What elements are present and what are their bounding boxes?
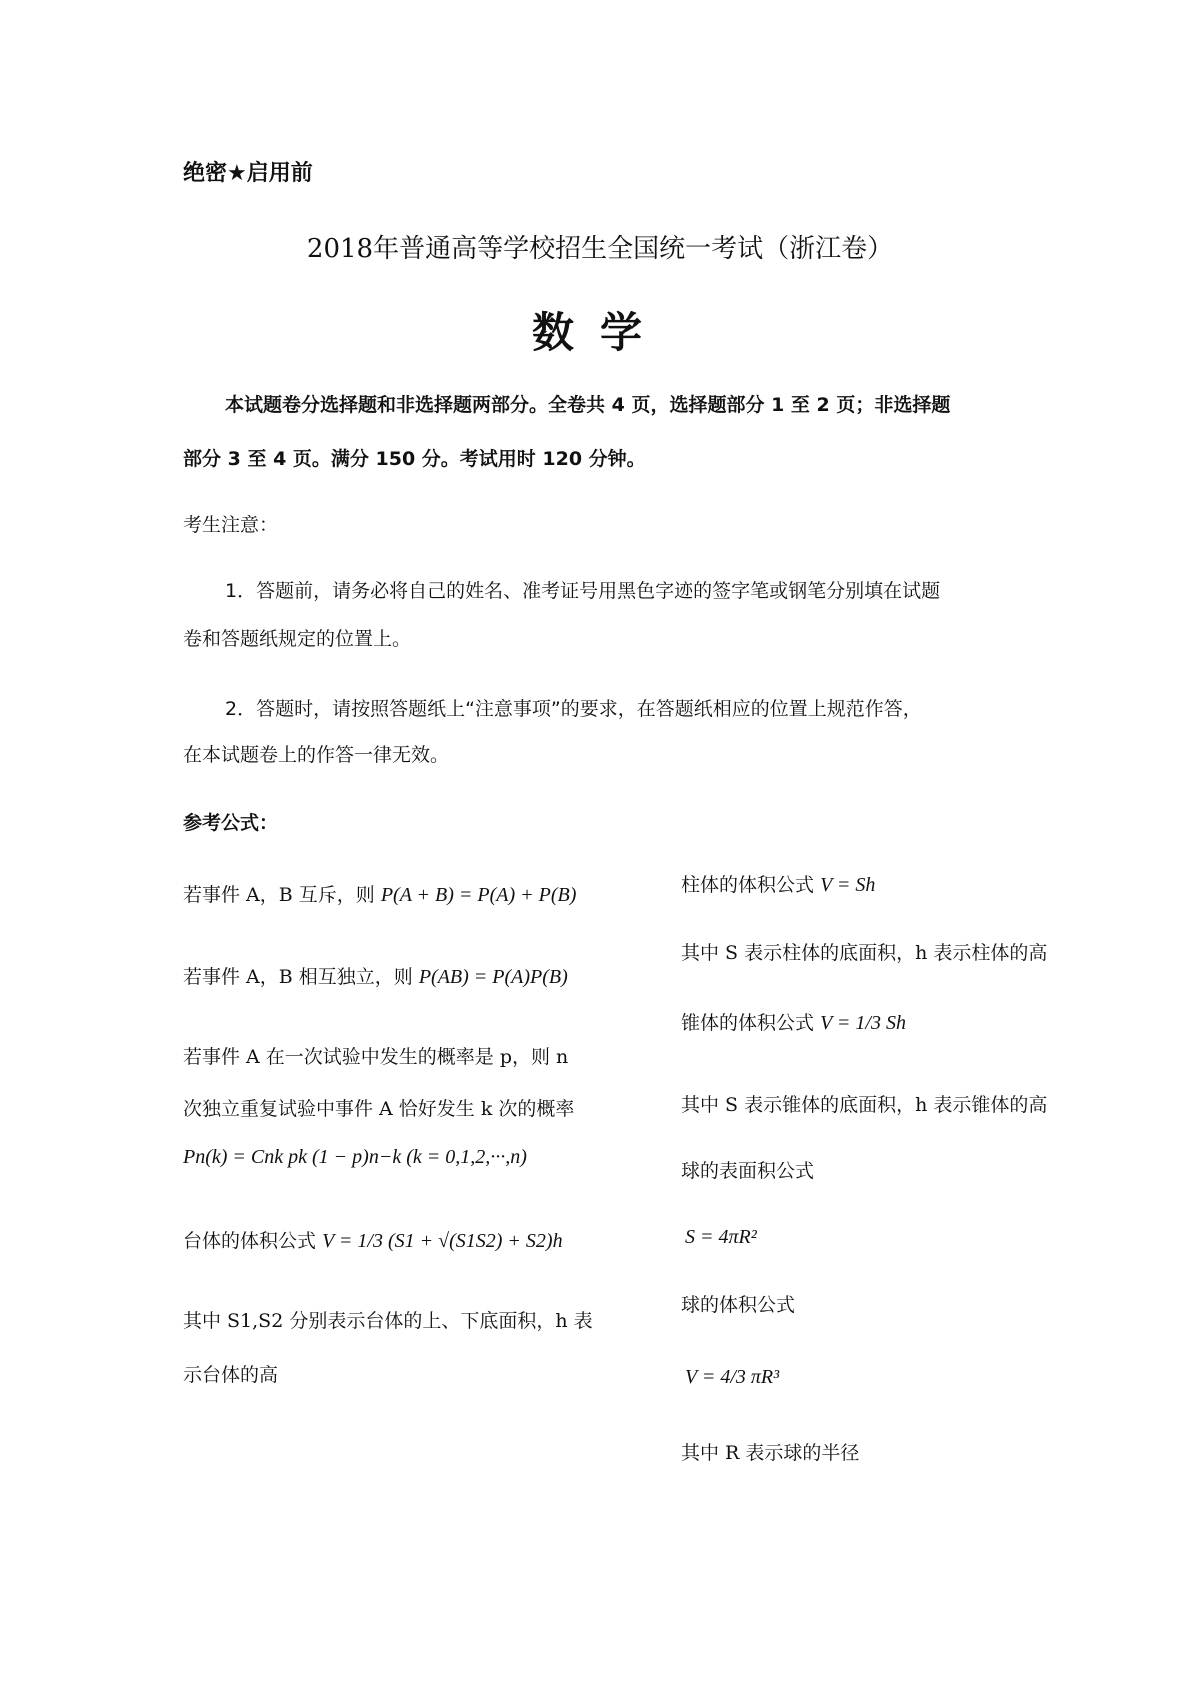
formula-mutex [183,880,576,907]
intro-line-2: 部分 3 至 4 页。满分 150 分。考试用时 120 分钟。 [183,448,646,470]
formula-independent [183,962,568,989]
sphere-area-label: 球的表面积公式 [681,1160,815,1182]
formula-mutex-expression: P(A + B) = P(A) + P(B) [380,884,577,906]
binomial-desc-line-2: 次独立重复试验中事件 A 恰好发生 k 次的概率 [183,1098,575,1120]
notes-item-1-line-1: 1．答题前，请务必将自己的姓名、准考证号用黑色字迹的签字笔或钢笔分别填在试题 [225,580,941,602]
cone-volume-formula: V = 1/3 Sh [820,1012,906,1034]
exam-title: 2018年普通高等学校招生全国统一考试（浙江卷） [306,234,894,264]
notes-item-2-line-2: 在本试题卷上的作答一律无效。 [183,744,450,766]
cone-volume [681,1008,906,1035]
prism-volume-formula: V = Sh [820,874,876,896]
notes-item-2-line-1: 2．答题时，请按照答题纸上“注意事项”的要求，在答题纸相应的位置上规范作答， [225,698,922,720]
formula-independent-text: 若事件 A，B 相互独立，则 [183,966,413,988]
frustum-volume [183,1226,563,1253]
formula-mutex-text: 若事件 A，B 互斥，则 [183,884,375,906]
prism-volume [681,870,875,897]
intro-line-1: 本试题卷分选择题和非选择题两部分。全卷共 4 页，选择题部分 1 至 2 页；非选择题 [225,394,951,416]
cone-desc: 其中 S 表示锥体的底面积，h 表示锥体的高 [681,1094,1048,1116]
binomial-desc-line-1: 若事件 A 在一次试验中发生的概率是 p，则 n [183,1046,569,1068]
binomial-formula: Pn(k) = Cnk pk (1 − p)n−k (k = 0,1,2,···,n) [183,1146,527,1168]
frustum-desc-line-2: 示台体的高 [183,1364,279,1386]
frustum-volume-formula: V = 1/3 (S1 + √(S1S2) + S2)h [322,1230,563,1252]
frustum-desc-line-1: 其中 S1,S2 分别表示台体的上、下底面积，h 表 [183,1310,593,1332]
subject-title: 数学 [531,308,668,357]
sphere-desc: 其中 R 表示球的半径 [681,1442,860,1464]
sphere-volume-formula: V = 4/3 πR³ [685,1366,780,1388]
formulas-heading: 参考公式： [183,812,279,834]
sphere-area-formula: S = 4πR² [685,1226,757,1248]
notes-item-1-line-2: 卷和答题纸规定的位置上。 [183,628,412,650]
formula-independent-expression: P(AB) = P(A)P(B) [418,966,568,988]
prism-desc: 其中 S 表示柱体的底面积，h 表示柱体的高 [681,942,1048,964]
frustum-volume-text: 台体的体积公式 [183,1230,317,1252]
secret-label: 绝密★启用前 [183,161,313,186]
cone-volume-text: 锥体的体积公式 [681,1012,815,1034]
prism-volume-text: 柱体的体积公式 [681,874,815,896]
sphere-volume-label: 球的体积公式 [681,1294,796,1316]
notes-heading: 考生注意： [183,514,279,536]
